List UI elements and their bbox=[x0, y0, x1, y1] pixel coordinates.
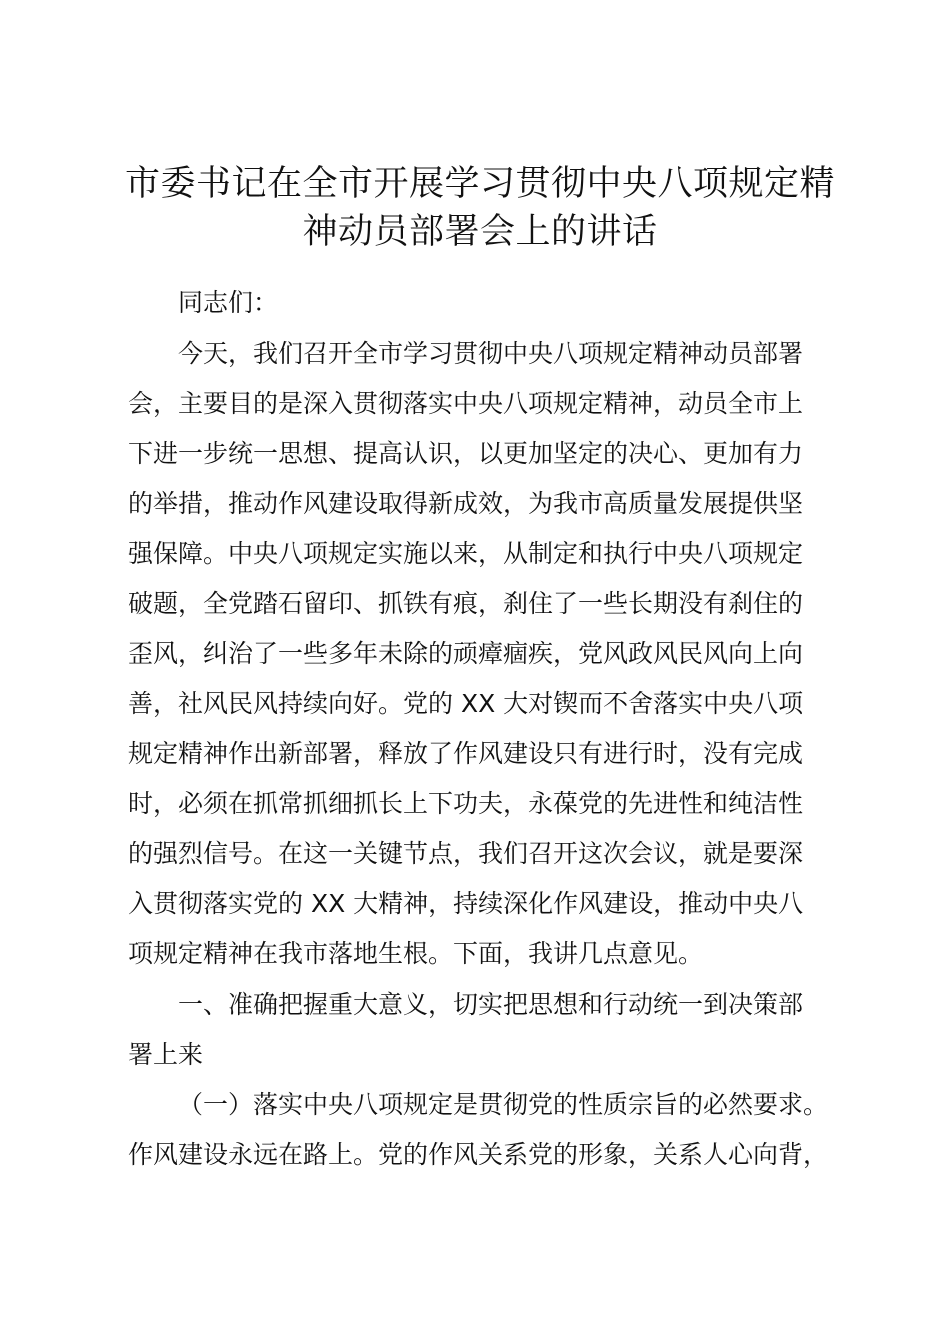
paragraph-1-line: 强保障。中央八项规定实施以来，从制定和执行中央八项规定 bbox=[128, 539, 804, 568]
document-title bbox=[110, 160, 850, 256]
title-line-1: 市委书记在全市开展学习贯彻中央八项规定精 bbox=[124, 164, 835, 204]
paragraph-1-line: 下进一步统一思想、提高认识，以更加坚定的决心、更加有力 bbox=[128, 439, 804, 468]
paragraph-1-line: 今天，我们召开全市学习贯彻中央八项规定精神动员部署 bbox=[178, 339, 804, 368]
paragraph-1-line: 项规定精神在我市落地生根。下面，我讲几点意见。 bbox=[128, 939, 704, 968]
paragraph-1-line: 善，社风民风持续向好。党的 XX 大对锲而不舍落实中央八项 bbox=[128, 689, 804, 718]
paragraph-1-line: 的举措，推动作风建设取得新成效，为我市高质量发展提供坚 bbox=[128, 489, 804, 518]
salutation: 同志们： bbox=[178, 288, 279, 317]
paragraph-1-line: 入贯彻落实党的 XX 大精神，持续深化作风建设，推动中央八 bbox=[128, 889, 804, 918]
paragraph-1-line: 的强烈信号。在这一关键节点，我们召开这次会议，就是要深 bbox=[128, 839, 804, 868]
section-heading-1: 一、准确把握重大意义，切实把思想和行动统一到决策部 bbox=[178, 990, 804, 1019]
subsection-body-line: 作风建设永远在路上。党的作风关系党的形象，关系人心向背， bbox=[128, 1140, 829, 1169]
paragraph-1-line: 会，主要目的是深入贯彻落实中央八项规定精神，动员全市上 bbox=[128, 389, 804, 418]
paragraph-1-line: 破题，全党踏石留印、抓铁有痕，刹住了一些长期没有刹住的 bbox=[128, 589, 804, 618]
paragraph-1-line: 歪风，纠治了一些多年未除的顽瘴痼疾，党风政风民风向上向 bbox=[128, 639, 804, 668]
title-line-2: 神动员部署会上的讲话 bbox=[302, 212, 658, 252]
subsection-heading-1: （一）落实中央八项规定是贯彻党的性质宗旨的必然要求。 bbox=[178, 1090, 829, 1119]
section-heading-1-continued: 署上来 bbox=[128, 1040, 204, 1069]
paragraph-1-line: 时，必须在抓常抓细抓长上下功夫，永葆党的先进性和纯洁性 bbox=[128, 789, 804, 818]
paragraph-1-line: 规定精神作出新部署，释放了作风建设只有进行时，没有完成 bbox=[128, 739, 804, 768]
